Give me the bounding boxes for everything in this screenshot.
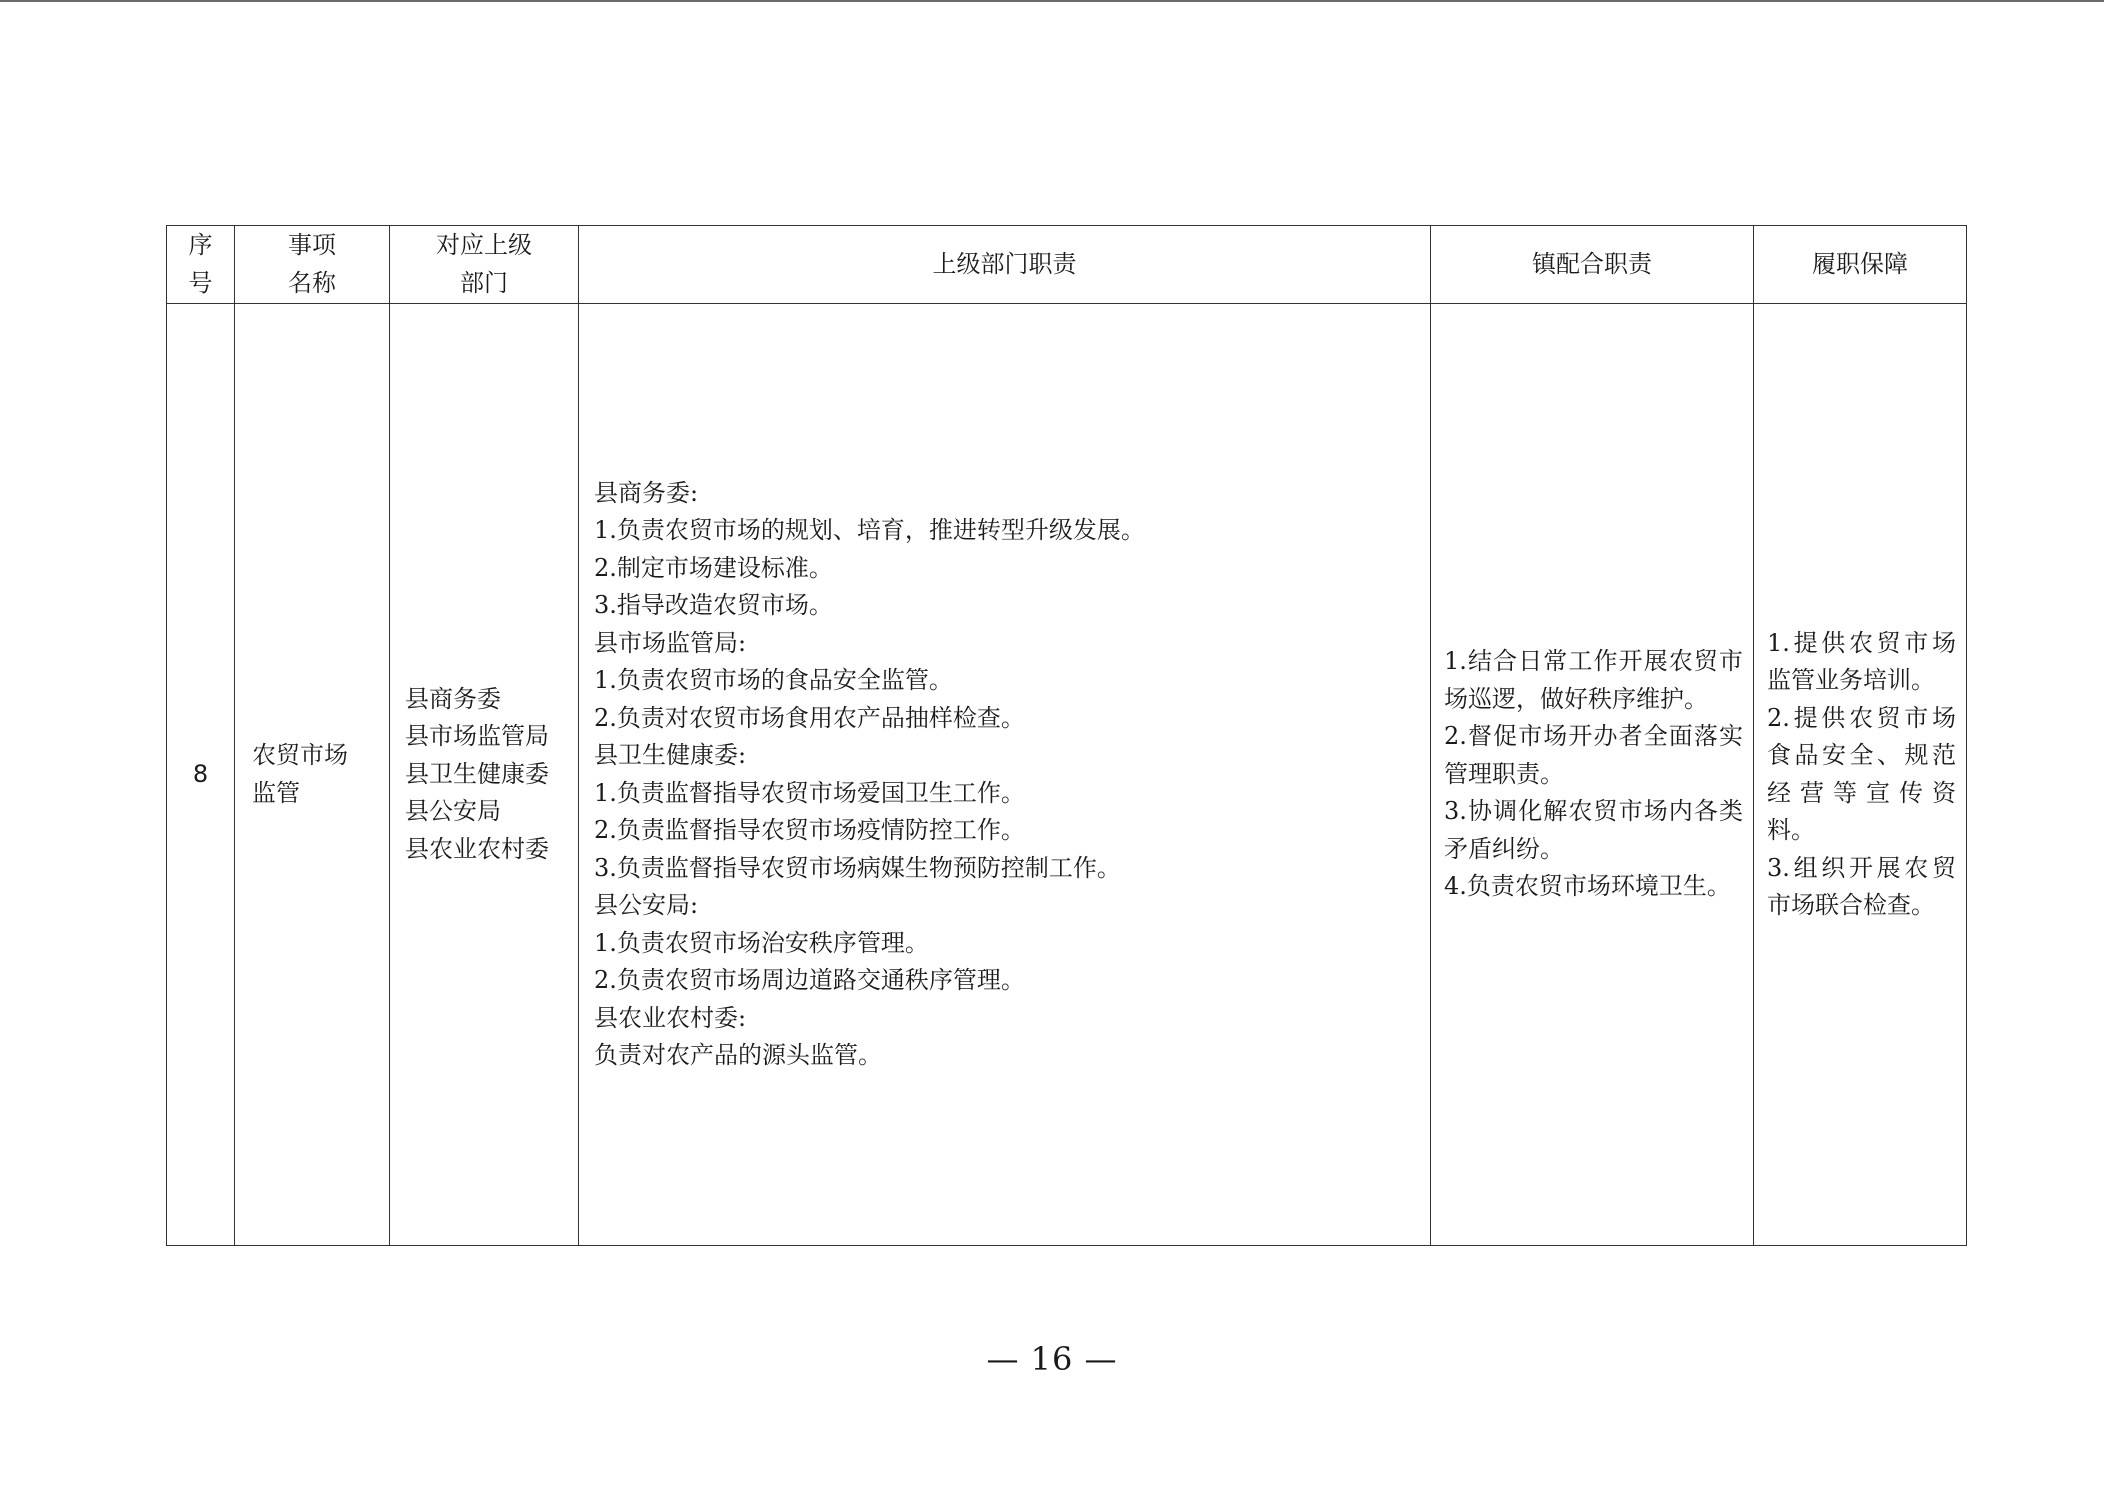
town-duty-item: 3.协调化解农贸市场内各类矛盾纠纷。 [1444, 797, 1743, 863]
upper-duty-line: 2.负责监督指导农贸市场疫情防控工作。 [594, 816, 1025, 844]
header-town-duties: 镇配合职责 [1431, 226, 1754, 304]
upper-duty-line: 3.负责监督指导农贸市场病媒生物预防控制工作。 [594, 853, 1121, 882]
upper-duty-line: 1.负责农贸市场的规划、培育，推进转型升级发展。 [594, 516, 1145, 544]
row-serial-number: 8 [167, 304, 235, 1246]
department-item: 县农业农村委 [405, 834, 549, 863]
guarantee-item: 2.提供农贸市场食品安全、规范经营等宣传资料。 [1767, 703, 1956, 844]
table-header-row [167, 226, 1967, 304]
table-row [167, 304, 1967, 1246]
row-departments [390, 304, 579, 1246]
guarantee-item: 1.提供农贸市场监管业务培训。 [1767, 628, 1956, 694]
header-serial-number: 序 号 [167, 226, 235, 304]
upper-duty-line: 县农业农村委: [594, 1003, 747, 1032]
town-duty-item: 2.督促市场开办者全面落实管理职责。 [1444, 722, 1743, 788]
upper-duty-line: 3.指导改造农贸市场。 [594, 591, 833, 619]
top-border-line [0, 0, 2104, 2]
guarantee-item: 3.组织开展农贸市场联合检查。 [1767, 853, 1956, 919]
row-guarantee [1754, 304, 1967, 1246]
upper-duty-line: 县市场监管局: [594, 628, 747, 657]
header-upper-department: 对应上级 部门 [390, 226, 579, 304]
upper-duty-line: 县商务委: [594, 478, 699, 507]
town-duty-item: 1.结合日常工作开展农贸市场巡逻，做好秩序维护。 [1444, 647, 1743, 713]
upper-duty-line: 县公安局: [594, 891, 699, 919]
upper-duty-line: 1.负责农贸市场治安秩序管理。 [594, 928, 929, 957]
duties-table [166, 225, 1967, 1246]
row-item-name: 农贸市场 监管 [235, 304, 390, 1246]
upper-duty-line: 县卫生健康委: [594, 741, 747, 769]
town-duty-item: 4.负责农贸市场环境卫生。 [1444, 872, 1731, 901]
upper-duty-line: 2.制定市场建设标准。 [594, 553, 833, 582]
row-upper-duties [579, 304, 1431, 1246]
upper-duty-line: 2.负责农贸市场周边道路交通秩序管理。 [594, 966, 1025, 994]
page-number: — 16 — [986, 1340, 1118, 1378]
upper-duty-line: 负责对农产品的源头监管。 [594, 1041, 882, 1069]
header-guarantee: 履职保障 [1754, 226, 1967, 304]
upper-duty-line: 2.负责对农贸市场食用农产品抽样检查。 [594, 703, 1025, 732]
upper-duty-line: 1.负责监督指导农贸市场爱国卫生工作。 [594, 778, 1025, 807]
department-item: 县公安局 [405, 797, 501, 826]
upper-duty-line: 1.负责农贸市场的食品安全监管。 [594, 666, 953, 694]
department-item: 县商务委 [405, 684, 501, 713]
header-item-name: 事项 名称 [235, 226, 390, 304]
department-item: 县卫生健康委 [405, 759, 549, 788]
header-upper-duties: 上级部门职责 [579, 226, 1431, 304]
department-item: 县市场监管局 [405, 722, 549, 751]
row-town-duties [1431, 304, 1754, 1246]
